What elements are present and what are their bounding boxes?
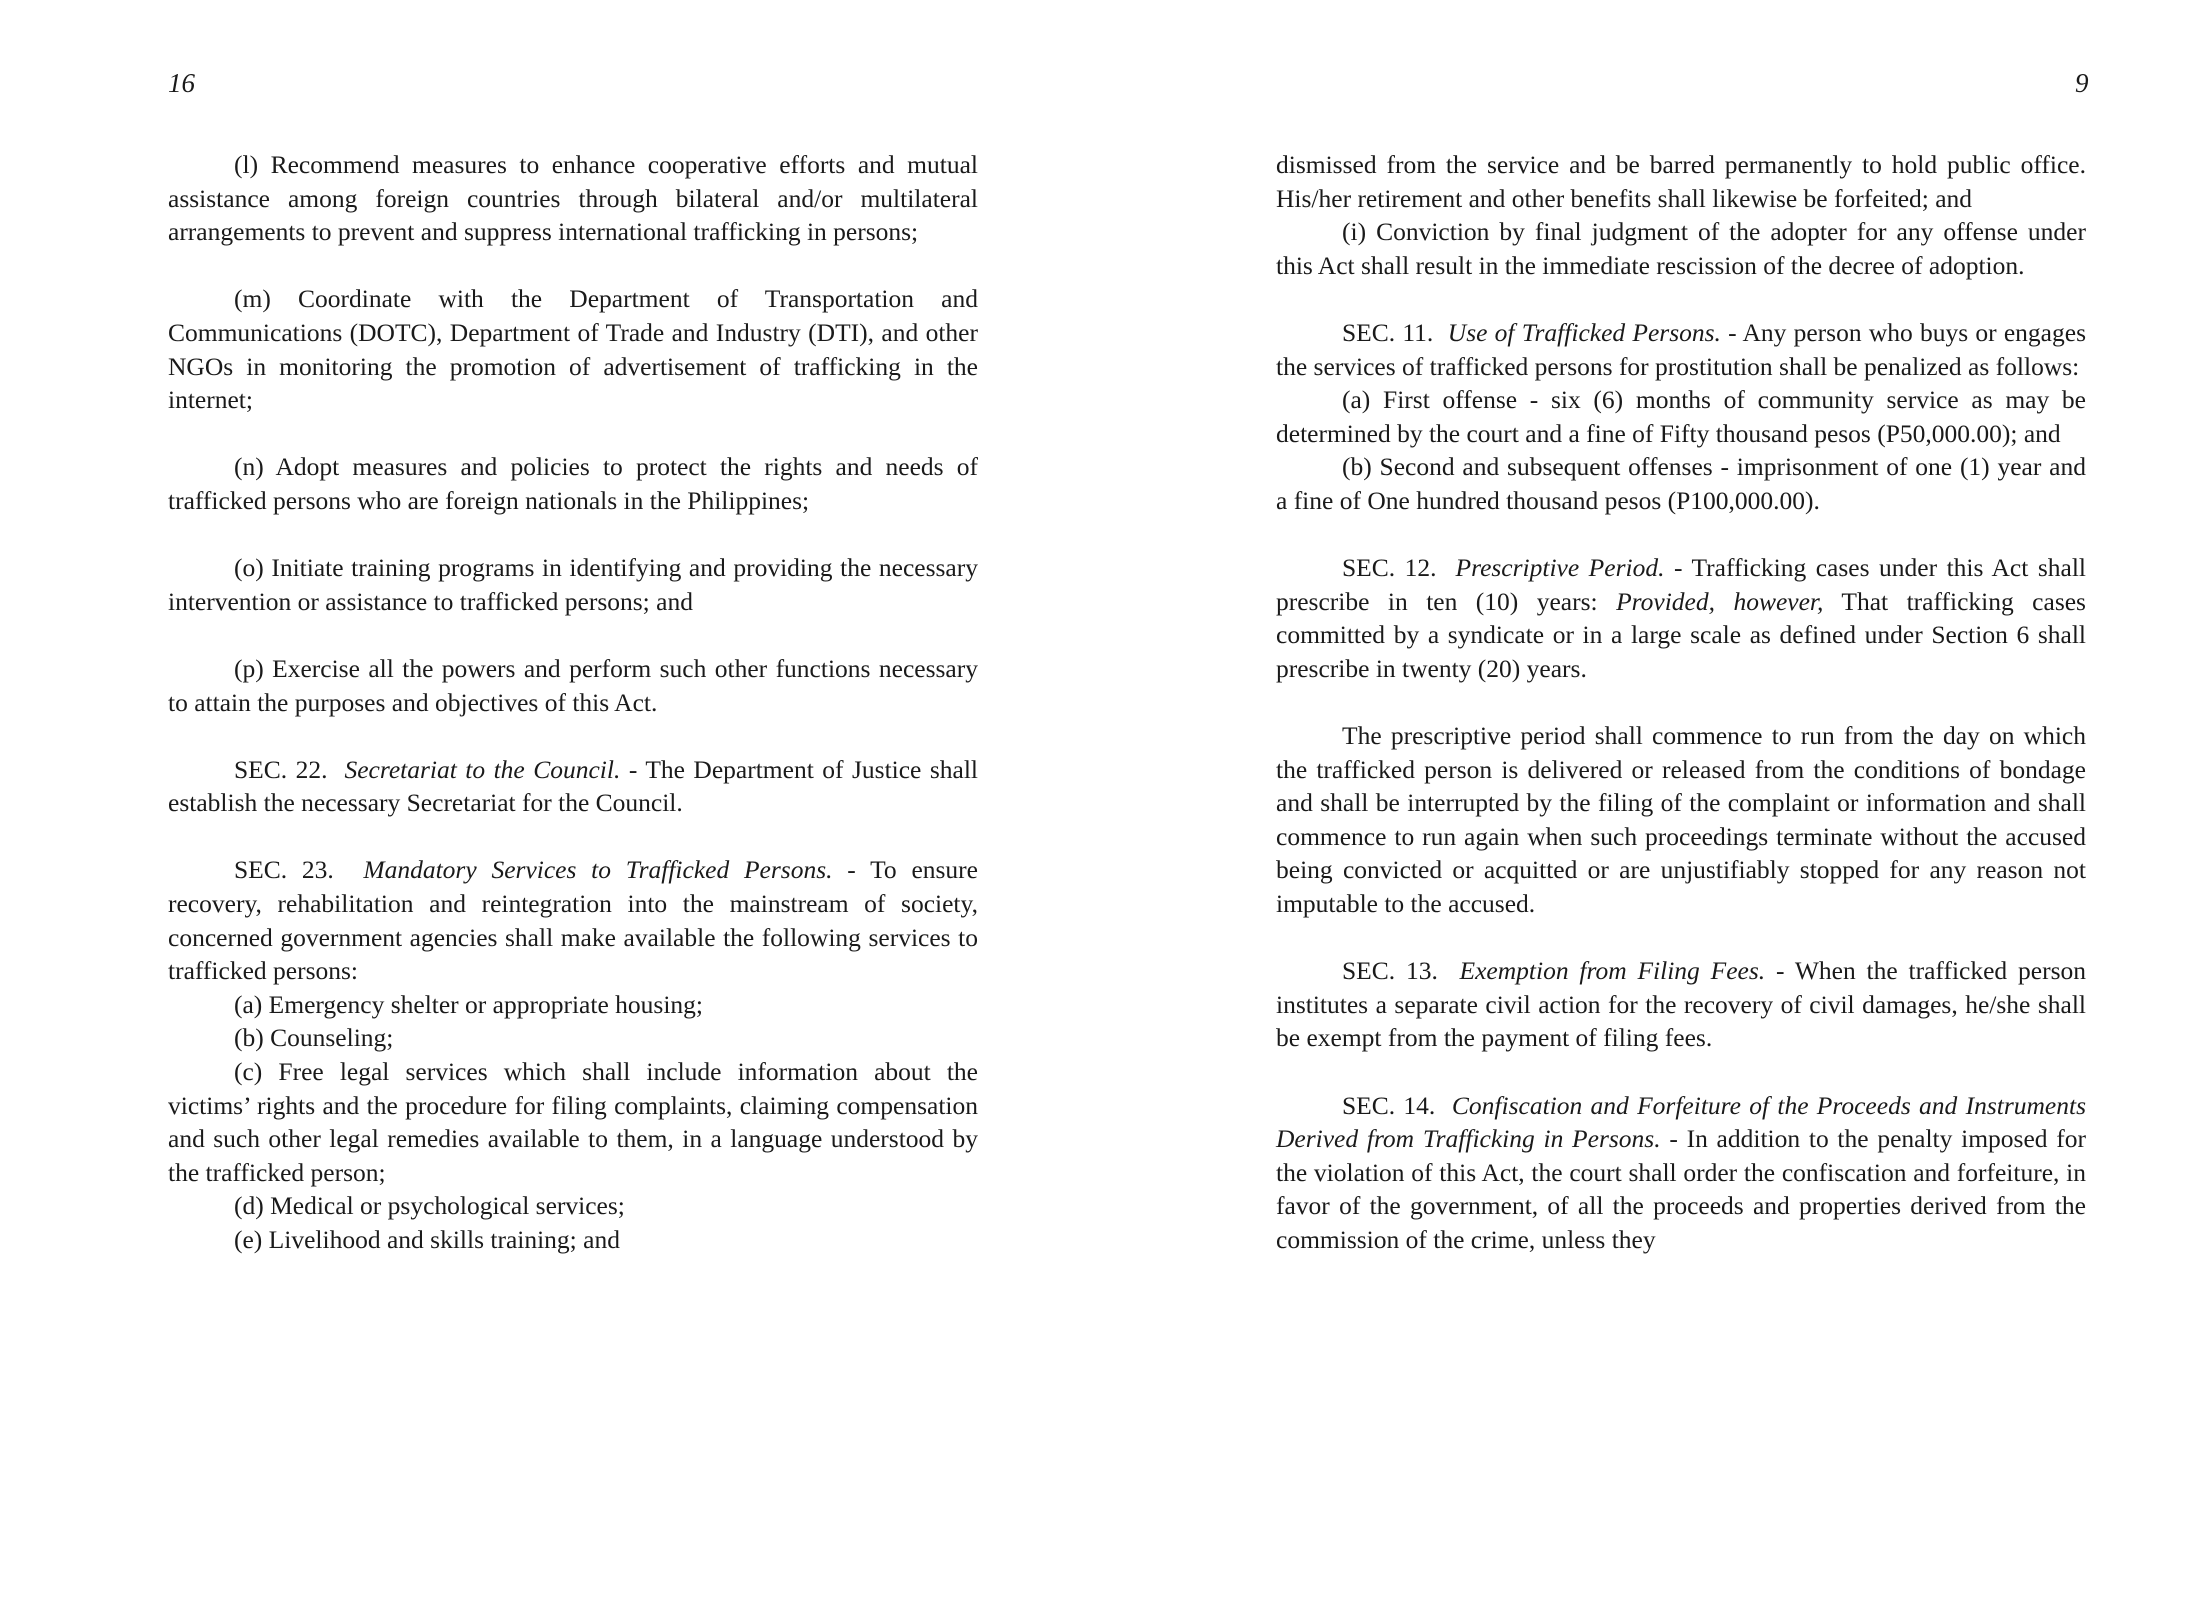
proviso-text: Provided, however, [1616,586,1824,616]
continuation-paragraph: dismissed from the service and be barred permanently to hold public office. His/her retirement and other benefits shall likewise be forfeited; and [1276,150,2086,213]
paragraph-m: (m) Coordinate with the Department of Transportation and Communications (DOTC), Department of Trade and Industry (DTI), and other NGOs in monitoring the promotion of advertisement of trafficking in the internet; [168,284,978,415]
section-label: SEC. 14. [1342,1090,1436,1120]
section-11 [1276,316,2086,383]
section-22 [168,753,978,820]
section-title: Secretariat to the Council. [344,754,621,784]
section-title: Use of Trafficked Persons. [1447,317,1721,347]
right-page [1100,0,2200,1600]
section-body-cont: That trafficking cases committed by a syndicate or in a large scale as defined under Section 6 shall prescribe in twenty (20) years. [1276,586,2086,683]
service-item-c: (c) Free legal services which shall include information about the victims’ rights and the procedure for filing complaints, claiming compensation and such other legal remedies available to them, in a language understood by the trafficked person; [168,1057,978,1187]
page-number: 16 [168,68,195,98]
service-item-d: (d) Medical or psychological services; [234,1191,625,1221]
section-title: Mandatory Services to Trafficked Persons. [363,855,833,885]
section-14 [1276,1089,2086,1257]
service-item-a: (a) Emergency shelter or appropriate housing; [234,989,703,1019]
section-label: SEC. 22. [234,754,328,784]
penalty-item-a: (a) First offense - six (6) months of community service as may be determined by the court and a fine of Fifty thousand pesos (P50,000.00); and [1276,385,2086,448]
right-text-column [1276,148,2086,1257]
section-body: - The Department of Justice shall establish the necessary Secretariat for the Council. [168,754,979,818]
section-title: Prescriptive Period. [1455,553,1665,583]
paragraph-n: (n) Adopt measures and policies to protect the rights and needs of trafficked persons who are foreign nationals in the Philippines; [168,452,978,515]
section-body: - To ensure recovery, rehabilitation and reintegration into the mainstream of society, concerned government agencies shall make available the following services to trafficked persons: [168,855,978,986]
section-12 [1276,551,2086,685]
section-body: - When the trafficked person institutes a separate civil action for the recovery of civil damages, he/she shall be exempt from the payment of filing fees. [1276,956,2086,1053]
penalty-item-b: (b) Second and subsequent offenses - imprisonment of one (1) year and a fine of One hundred thousand pesos (P100,000.00). [1276,452,2086,515]
paragraph-o: (o) Initiate training programs in identifying and providing the necessary intervention or assistance to trafficked persons; and [168,553,978,616]
section-body: - Any person who buys or engages the services of trafficked persons for prostitution shall be penalized as follows: [1276,317,2086,381]
section-label: SEC. 23. [234,855,334,885]
paragraph-p: (p) Exercise all the powers and perform such other functions necessary to attain the purposes and objectives of this Act. [168,653,978,717]
prescriptive-paragraph: The prescriptive period shall commence to run from the day on which the trafficked person is delivered or released from the conditions of bondage and shall be interrupted by the filing of the complaint or information and shall commence to run again when such proceedings terminate without the accused being convicted or acquitted or are unjustifiably stopped for any reason not imputable to the accused. [1276,721,2086,919]
section-label: SEC. 11. [1342,317,1434,347]
section-title: Confiscation and Forfeiture of the Proceeds and Instruments Derived from Trafficking in Persons. [1276,1090,2086,1154]
section-23 [168,853,978,987]
section-13 [1276,954,2086,1055]
section-label: SEC. 13. [1342,956,1438,986]
paragraph-l: (l) Recommend measures to enhance cooperative efforts and mutual assistance among foreign countries through bilateral and/or multilateral arrangements to prevent and suppress international trafficking in persons; [168,150,978,247]
section-body: - In addition to the penalty imposed for the violation of this Act, the court shall order the confiscation and forfeiture, in favor of the government, of all the proceeds and properties derived from the commission of the crime, unless they [1276,1124,2086,1254]
section-body: - Trafficking cases under this Act shall prescribe in ten (10) years: [1276,553,2086,616]
paragraph-i: (i) Conviction by final judgment of the adopter for any offense under this Act shall result in the immediate rescission of the decree of adoption. [1276,217,2086,280]
service-item-e: (e) Livelihood and skills training; and [234,1225,620,1254]
page-number: 9 [2075,68,2089,98]
service-item-b: (b) Counseling; [234,1023,394,1053]
section-label: SEC. 12. [1342,553,1437,583]
section-title: Exemption from Filing Fees. [1459,956,1766,986]
left-text-column [168,148,978,1257]
